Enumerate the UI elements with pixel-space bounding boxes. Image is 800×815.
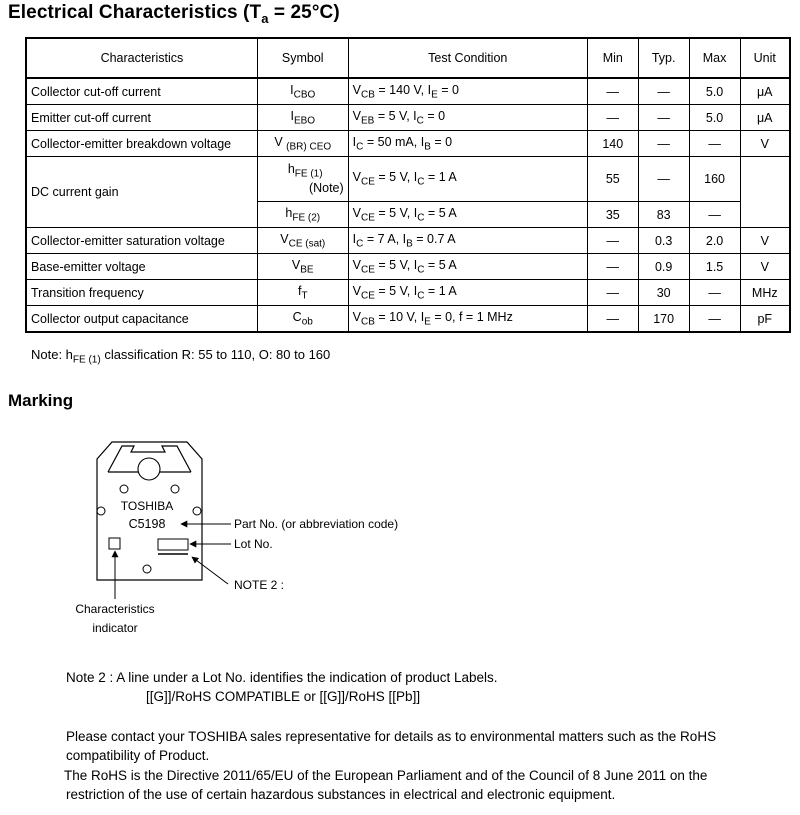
typ-cell: 83 (638, 202, 689, 228)
min-cell: 140 (587, 131, 638, 157)
condition-cell: $V_{CB} = 10$ V, $I_E = 0$, f = 1 MHz (348, 306, 587, 333)
page-title: Electrical Characteristics $(T_a = 25^\circ C)$ (8, 2, 340, 26)
typ-cell: — (638, 105, 689, 131)
unit-cell: V (740, 131, 790, 157)
condition-cell: $V_{CB} = 140$ V, $I_E = 0$ (348, 78, 587, 105)
table-row (26, 280, 790, 306)
unit-cell (740, 157, 790, 228)
note2-line1: Note 2 : A line under a Lot No. identifies the indication of product Labels. (66, 670, 498, 685)
max-cell: — (689, 131, 740, 157)
contact-line2: compatibility of Product. (66, 748, 210, 763)
table-row (26, 228, 790, 254)
symbol-cell: $f_T$ (257, 280, 348, 306)
min-cell: — (587, 228, 638, 254)
symbol-cell: $h_{FE (1)}$ (Note) (257, 157, 348, 202)
min-cell: 35 (587, 202, 638, 228)
characteristic-cell: Collector-emitter saturation voltage (26, 228, 257, 254)
column-header: Symbol (257, 38, 348, 78)
typ-cell: 30 (638, 280, 689, 306)
table-row (26, 78, 790, 105)
table-row (26, 131, 790, 157)
characteristic-cell: Collector-emitter breakdown voltage (26, 131, 257, 157)
pin-dot (171, 485, 179, 493)
column-header: Typ. (638, 38, 689, 78)
mounting-hole (138, 458, 160, 480)
max-cell: 2.0 (689, 228, 740, 254)
pin-dot (193, 507, 201, 515)
typ-cell: — (638, 157, 689, 202)
min-cell: — (587, 105, 638, 131)
characteristics-indicator-box (109, 538, 120, 549)
condition-cell: $V_{CE} = 5$ V, $I_C = 1$ A (348, 157, 587, 202)
typ-cell: 170 (638, 306, 689, 333)
table-header-row (26, 38, 790, 78)
max-cell: — (689, 280, 740, 306)
marking-heading: Marking (8, 391, 74, 410)
contact-line1: Please contact your TOSHIBA sales representative for details as to environmental matters such as the RoHS (66, 729, 717, 744)
note2-label: NOTE 2 : (234, 578, 285, 592)
min-cell: 55 (587, 157, 638, 202)
max-cell: 5.0 (689, 78, 740, 105)
unit-cell: pF (740, 306, 790, 333)
part-marking: C5198 (128, 517, 166, 531)
characteristic-cell: Collector cut-off current (26, 78, 257, 105)
condition-cell: $V_{CE} = 5$ V, $I_C = 1$ A (348, 280, 587, 306)
condition-cell: $V_{CE} = 5$ V, $I_C = 5$ A (348, 254, 587, 280)
column-header: Test Condition (348, 38, 587, 78)
electrical-characteristics-table (25, 37, 791, 333)
column-header: Max (689, 38, 740, 78)
pin-dot (120, 485, 128, 493)
rohs-line2: restriction of the use of certain hazardous substances in electrical and electronic equipment. (66, 787, 616, 802)
column-header: Min (587, 38, 638, 78)
characteristic-cell: DC current gain (26, 157, 257, 228)
max-cell: — (689, 202, 740, 228)
column-header: Characteristics (26, 38, 257, 78)
typ-cell: — (638, 78, 689, 105)
symbol-cell: $V_{BE}$ (257, 254, 348, 280)
typ-cell: — (638, 131, 689, 157)
indicator-label: indicator (92, 621, 138, 635)
symbol-cell: $I_{CBO}$ (257, 78, 348, 105)
table-row (26, 306, 790, 333)
min-cell: — (587, 254, 638, 280)
note2-line2: [[G]]/RoHS COMPATIBLE or [[G]]/RoHS [[Pb]] (146, 689, 421, 704)
min-cell: — (587, 78, 638, 105)
symbol-cell: V $_{(BR) CEO}$ (257, 131, 348, 157)
table-row (26, 105, 790, 131)
max-cell: 5.0 (689, 105, 740, 131)
condition-cell: $V_{EB} = 5$ V, $I_C = 0$ (348, 105, 587, 131)
part-number-label: Part No. (or abbreviation code) (234, 517, 399, 531)
condition-cell: $I_C = 7$ A, $I_B = 0.7$ A (348, 228, 587, 254)
characteristic-cell: Emitter cut-off current (26, 105, 257, 131)
symbol-cell: $C_{ob}$ (257, 306, 348, 333)
typ-cell: 0.3 (638, 228, 689, 254)
column-header: Unit (740, 38, 790, 78)
lot-number-box (158, 539, 188, 550)
max-cell: — (689, 306, 740, 333)
characteristic-cell: Base-emitter voltage (26, 254, 257, 280)
typ-cell: 0.9 (638, 254, 689, 280)
marking-diagram (60, 432, 460, 642)
brand-label: TOSHIBA (120, 499, 174, 513)
unit-cell: V (740, 254, 790, 280)
unit-cell: μA (740, 105, 790, 131)
characteristics-label: Characteristics (75, 602, 155, 616)
min-cell: — (587, 280, 638, 306)
symbol-cell: $I_{EBO}$ (257, 105, 348, 131)
max-cell: 1.5 (689, 254, 740, 280)
characteristic-cell: Transition frequency (26, 280, 257, 306)
table-row (26, 157, 790, 202)
lot-number-label: Lot No. (234, 537, 273, 551)
pin-dot (97, 507, 105, 515)
max-cell: 160 (689, 157, 740, 202)
symbol-cell: $V_{CE (sat)}$ (257, 228, 348, 254)
min-cell: — (587, 306, 638, 333)
table-row (26, 254, 790, 280)
hfe-classification-note: Note: $h_{FE (1)}$ classification R: 55 to 110, O: 80 to 160 (31, 347, 331, 366)
characteristic-cell: Collector output capacitance (26, 306, 257, 333)
rohs-line1: The RoHS is the Directive 2011/65/EU of the European Parliament and of the Council of 8 June 2011 on the (64, 768, 708, 783)
symbol-cell: $h_{FE (2)}$ (257, 202, 348, 228)
condition-cell: $I_C = 50$ mA, $I_B = 0$ (348, 131, 587, 157)
condition-cell: $V_{CE} = 5$ V, $I_C = 5$ A (348, 202, 587, 228)
pin-dot (143, 565, 151, 573)
unit-cell: MHz (740, 280, 790, 306)
unit-cell: μA (740, 78, 790, 105)
note-reference: (Note) (308, 181, 344, 196)
unit-cell: V (740, 228, 790, 254)
